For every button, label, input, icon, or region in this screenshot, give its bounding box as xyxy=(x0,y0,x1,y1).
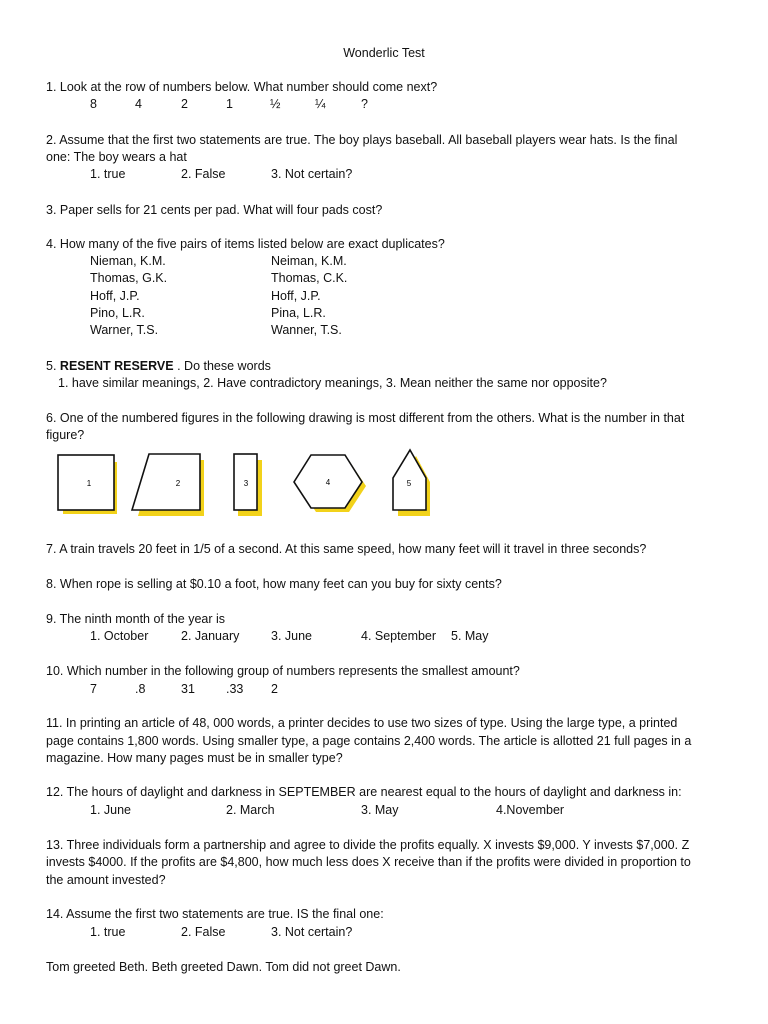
name-right: Pina, L.R. xyxy=(271,306,326,320)
question-6-line: figure? xyxy=(46,428,85,442)
question-11-line: magazine. How many pages must be in smaller type? xyxy=(46,751,343,765)
name-right: Thomas, C.K. xyxy=(271,271,348,285)
option: 31 xyxy=(181,682,195,696)
question-5-options: 1. have similar meanings, 2. Have contradictory meanings, 3. Mean neither the same nor opposite? xyxy=(58,376,607,390)
question-13-line: 13. Three individuals form a partnership and agree to divide the profits equally. X invests $9,000. Y invests $7,000. Z xyxy=(46,838,690,852)
option: 1. June xyxy=(90,803,132,817)
name-left: Hoff, J.P. xyxy=(90,289,140,303)
sequence-item: ? xyxy=(361,97,368,111)
figure-4 xyxy=(294,455,366,512)
name-left: Nieman, K.M. xyxy=(90,254,166,268)
question-8-text: 8. When rope is selling at $0.10 a foot, how many feet can you buy for sixty cents? xyxy=(46,577,502,591)
figures-drawing xyxy=(52,446,442,518)
option: 2. False xyxy=(181,925,226,939)
question-11-line: page contains 1,800 words. Using smaller type, a page contains 2,400 words. The article is allotted 21 full pages in a xyxy=(46,734,692,748)
option: 3. Not certain? xyxy=(271,167,353,181)
name-left: Warner, T.S. xyxy=(90,323,159,337)
name-left: Thomas, G.K. xyxy=(90,271,168,285)
figure-3 xyxy=(234,454,262,516)
question-13-line: invests $4000. If the profits are $4,800, how much less does X receive than if the profits were divided in proportion to xyxy=(46,855,691,869)
figure-label: 5 xyxy=(406,479,412,488)
option: 7 xyxy=(90,682,97,696)
figure-label: 2 xyxy=(175,479,181,488)
option: 2. January xyxy=(181,629,240,643)
option: .8 xyxy=(135,682,146,696)
question-2-line: 2. Assume that the first two statements are true. The boy plays baseball. All baseball players wear hats. Is the final xyxy=(46,133,678,147)
sequence-item: 1 xyxy=(226,97,233,111)
name-right: Wanner, T.S. xyxy=(271,323,342,337)
figure-5 xyxy=(393,450,430,516)
figure-label: 3 xyxy=(243,479,249,488)
option: 4.November xyxy=(496,803,565,817)
question-7-text: 7. A train travels 20 feet in 1/5 of a second. At this same speed, how many feet will it travel in three seconds? xyxy=(46,542,647,556)
sequence-item: 4 xyxy=(135,97,142,111)
question-3-text: 3. Paper sells for 21 cents per pad. What will four pads cost? xyxy=(46,203,383,217)
name-left: Pino, L.R. xyxy=(90,306,145,320)
figure-1 xyxy=(58,455,117,514)
question-10-text: 10. Which number in the following group of numbers represents the smallest amount? xyxy=(46,664,520,678)
sequence-item: 2 xyxy=(181,97,188,111)
option: 2. False xyxy=(181,167,226,181)
page-title: Wonderlic Test xyxy=(343,46,425,60)
option: 3. Not certain? xyxy=(271,925,353,939)
sequence-item: ½ xyxy=(270,97,281,111)
question-9-text: 9. The ninth month of the year is xyxy=(46,612,226,626)
question-5-text xyxy=(46,359,271,374)
question-number: 5. xyxy=(46,359,57,373)
question-4-text: 4. How many of the five pairs of items listed below are exact duplicates? xyxy=(46,237,445,251)
option: 3. June xyxy=(271,629,313,643)
sequence-item: 8 xyxy=(90,97,97,111)
question-14-text: 14. Assume the first two statements are true. IS the final one: xyxy=(46,907,384,921)
question-12-text: 12. The hours of daylight and darkness in SEPTEMBER are nearest equal to the hours of daylight and darkness in: xyxy=(46,785,682,799)
question-13-line: the amount invested? xyxy=(46,873,166,887)
figure-2 xyxy=(132,454,204,516)
option: 1. true xyxy=(90,167,126,181)
question-11-line: 11. In printing an article of 48, 000 words, a printer decides to use two sizes of type. Using the large type, a printed xyxy=(46,716,678,730)
option: 4. September xyxy=(361,629,437,643)
figure-label: 4 xyxy=(325,478,331,487)
option: 1. true xyxy=(90,925,126,939)
option: 2. March xyxy=(226,803,275,817)
question-5-rest: . Do these words xyxy=(173,359,271,373)
question-2-line: one: The boy wears a hat xyxy=(46,150,187,164)
name-right: Hoff, J.P. xyxy=(271,289,321,303)
name-right: Neiman, K.M. xyxy=(271,254,347,268)
option: 5. May xyxy=(451,629,489,643)
option: 3. May xyxy=(361,803,399,817)
sequence-item: ¼ xyxy=(315,97,326,111)
question-14-statement: Tom greeted Beth. Beth greeted Dawn. Tom did not greet Dawn. xyxy=(46,960,401,974)
word-pair: RESENT RESERVE xyxy=(59,359,174,373)
figure-label: 1 xyxy=(86,479,92,488)
option: 2 xyxy=(271,682,278,696)
question-6-line: 6. One of the numbered figures in the following drawing is most different from the others. What is the number in that xyxy=(46,411,685,425)
question-1-text: 1. Look at the row of numbers below. What number should come next? xyxy=(46,80,438,94)
option: 1. October xyxy=(90,629,149,643)
option: .33 xyxy=(226,682,244,696)
